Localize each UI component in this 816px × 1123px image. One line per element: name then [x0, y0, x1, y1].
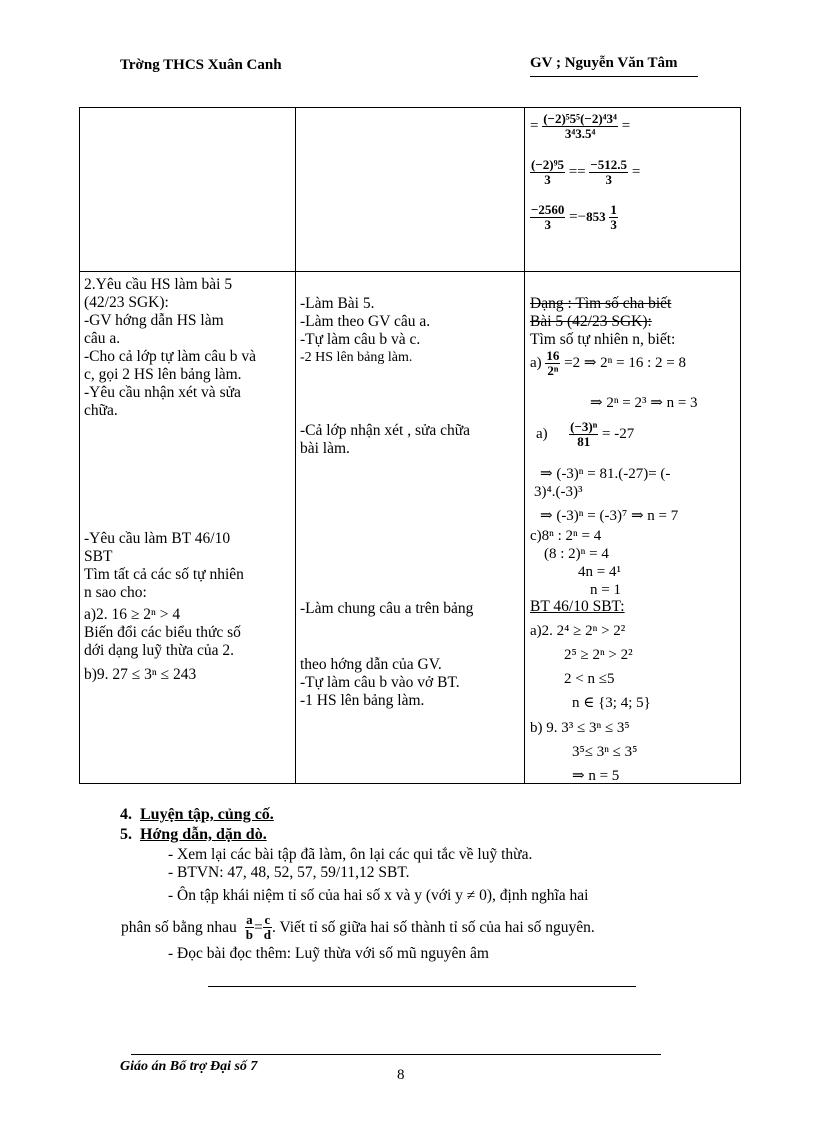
ex5b-line4: ⇒ (-3)ⁿ = (-3)⁷ ⇒ n = 7 — [540, 508, 679, 524]
fraction: $\frac{16}{\text{2ⁿ}}$ — [546, 348, 560, 378]
row2-col2-board: -Làm chung câu a trên bảng — [300, 600, 474, 617]
homework-line-4: phân số bằng nhau $\frac{a}{b}$ = $\frac{c}{d}$ . Viết tỉ số giữa hai số thành tỉ số của hai số nguyên. — [121, 912, 595, 942]
table-col-divider-1 — [295, 107, 296, 784]
table-col-divider-2 — [524, 107, 525, 784]
section-5: 5. Hớng dẫn, dặn dò. — [120, 826, 267, 843]
fraction-a-b: $\frac{a}{b}$ — [245, 912, 254, 942]
row2-col2-guided: theo hớng dẫn của GV. -Tự làm câu b vào vở BT. -1 HS lên bảng làm. — [300, 656, 460, 709]
ex5a-line2: ⇒ 2ⁿ = 2³ ⇒ n = 3 — [590, 395, 698, 411]
homework-line-5: - Đọc bài đọc thêm: Luỹ thừa với số mũ nguyên âm — [168, 945, 489, 962]
fraction: $\frac{\text{(−2)⁹5}}{3}$ — [531, 157, 564, 187]
table-left-border — [79, 107, 80, 784]
math-line-1: = $\frac{\text{(−2)⁵5⁵(−2)⁴3⁴}}{\text{3⁴3.5⁴}}$ = — [530, 111, 631, 141]
section-divider — [208, 986, 636, 987]
header-underline — [530, 76, 698, 77]
bt46-title: BT 46/10 SBT: — [530, 598, 625, 615]
fraction: $\frac{1}{3}$ — [610, 202, 617, 232]
fraction: $\frac{\text{(−3)ⁿ}}{81}$ — [570, 419, 598, 449]
homework-line-1: - Xem lại các bài tập đã làm, ôn lại các qui tắc về luỹ thừa. — [168, 846, 533, 863]
footer-title: Giáo án Bổ trợ Đại số 7 — [120, 1059, 258, 1074]
school-name: Trờng THCS Xuân Canh — [120, 57, 282, 73]
footer-rule — [131, 1054, 661, 1055]
ex5b-line2: ⇒ (-3)ⁿ = 81.(-27)= (- — [540, 466, 671, 482]
page-number: 8 — [397, 1067, 405, 1083]
row2-col2-review: -Cả lớp nhận xét , sửa chữa bài làm. — [300, 422, 471, 457]
row2-col1-exercise: -Yêu cầu làm BT 46/10 SBT Tìm tất cả các số tự nhiên n sao cho: a)2. 16 ≥ 2ⁿ > 4 Biến đổi các biểu thức số dới dạng luỹ thừa của 2. b)9. 27 ≤ 3ⁿ ≤ 243 — [84, 530, 244, 683]
bt46-a: a)2. 2⁴ ≥ 2ⁿ > 2² 2⁵ ≥ 2ⁿ > 2² 2 < n ≤5 n ∈ {3; 4; 5} — [530, 623, 651, 711]
row2-col2-activities: -Làm Bài 5. -Làm theo GV câu a. -Tự làm câu b và c. -2 HS lên bảng làm. — [300, 295, 431, 365]
row2-col1-instructions: 2.Yêu cầu HS làm bài 5 (42/23 SGK): -GV hớng dẫn HS làm câu a. -Cho cả lớp tự làm câu b và c, gọi 2 HS lên bảng làm. -Yêu cầu nhận xét và sửa chữa. — [84, 276, 256, 419]
table-bottom-border — [79, 783, 741, 784]
fraction: $\frac{-512.5}{3}$ — [590, 157, 628, 187]
math-line-2: $\frac{\text{(−2)⁹5}}{3}$ == $\frac{-512.5}{3}$ = — [531, 157, 641, 187]
table-top-border — [79, 107, 741, 108]
teacher-name: GV ; Nguyễn Văn Tâm — [530, 55, 678, 71]
ex5b-line3: 3)⁴.(-3)³ — [534, 484, 583, 500]
ex5b-line1: a) $\frac{\text{(−3)ⁿ}}{81}$ = -27 — [536, 419, 635, 449]
row2-col3-header: Dạng : Tìm số cha biết Bài 5 (42/23 SGK): Tìm số tự nhiên n, biết: — [530, 295, 676, 348]
math-line-3: $\frac{-2560}{3}$ =−853 $\frac{1}{3}$ — [531, 202, 617, 232]
fraction: $\frac{\text{(−2)⁵5⁵(−2)⁴3⁴}}{\text{3⁴3.5⁴}}$ — [543, 111, 617, 141]
table-row-divider — [79, 271, 741, 272]
ex5a-line1: a) $\frac{16}{\text{2ⁿ}}$ =2 ⇒ 2ⁿ = 16 : 2 = 8 — [530, 348, 686, 378]
fraction-c-d: $\frac{c}{d}$ — [263, 912, 272, 942]
bt46-b: b) 9. 3³ ≤ 3ⁿ ≤ 3⁵ 3⁵≤ 3ⁿ ≤ 3⁵ ⇒ n = 5 — [530, 720, 638, 784]
table-right-border — [740, 107, 741, 784]
section-4: 4. Luyện tập, củng cố. — [120, 806, 274, 823]
homework-line-2: - BTVN: 47, 48, 52, 57, 59/11,12 SBT. — [168, 864, 410, 881]
homework-line-3: - Ôn tập khái niệm tỉ số của hai số x và y (với y ≠ 0), định nghĩa hai — [168, 887, 589, 904]
ex5c: c)8ⁿ : 2ⁿ = 4 (8 : 2)ⁿ = 4 4n = 4¹ n = 1 — [530, 528, 621, 598]
fraction: $\frac{-2560}{3}$ — [531, 202, 565, 232]
